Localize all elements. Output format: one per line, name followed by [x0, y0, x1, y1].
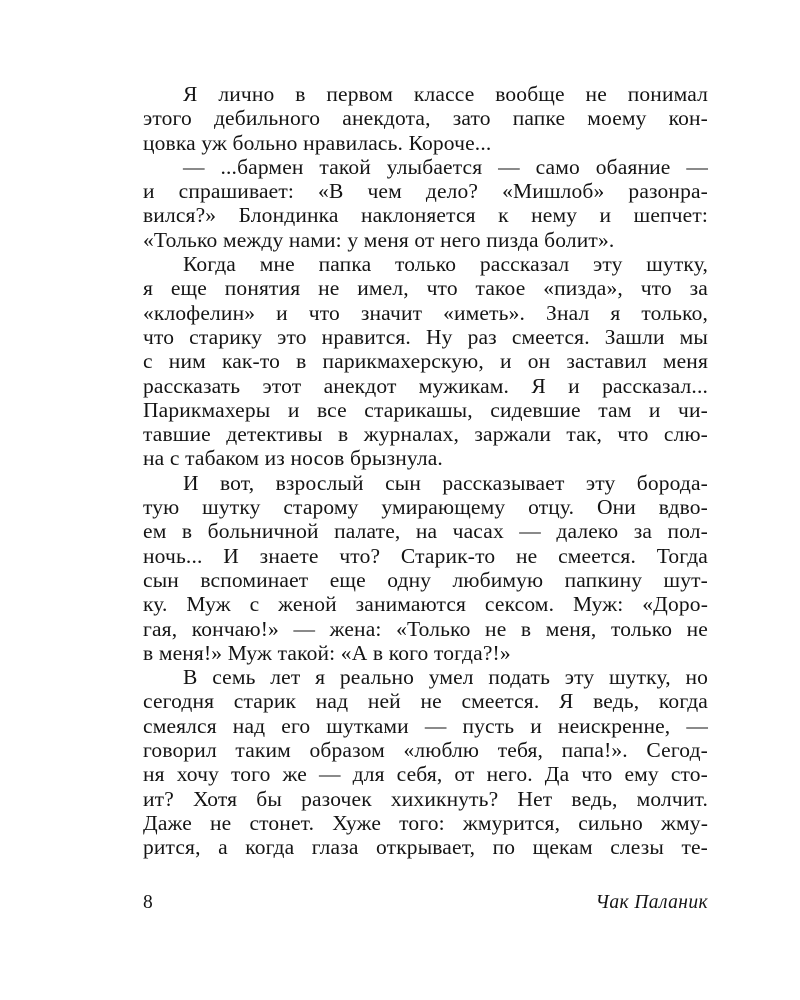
text-line: гая, кончаю!» — жена: «Только не в меня, только не — [143, 616, 708, 641]
text-line: ит? Хотя бы разочек хихикнуть? Нет ведь, молчит. — [143, 786, 708, 811]
text-line: Когда мне папка только рассказал эту шутку, — [183, 252, 708, 277]
page-number: 8 — [143, 892, 153, 913]
text-line: Парикмахеры и все старикашы, сидевшие там и чи- — [143, 397, 708, 422]
text-line: сын вспоминает еще одну любимую папкину шут- — [143, 567, 708, 592]
text-line: В семь лет я реально умел подать эту шутку, но — [183, 665, 708, 690]
text-line: смеялся над его шутками — пусть и неискренне, — — [143, 713, 708, 738]
text-line: на с табаком из носов брызнула. — [143, 446, 443, 471]
text-line: в меня!» Муж такой: «А в кого тогда?!» — [143, 640, 511, 665]
text-line: И вот, взрослый сын рассказывает эту борода- — [183, 470, 708, 495]
text-line: ночь... И знаете что? Старик-то не смеется. Тогда — [143, 543, 708, 568]
text-line: — ...бармен такой улыбается — само обаяние — — [183, 154, 708, 179]
text-line: этого дебильного анекдота, зато папке моему кон- — [143, 106, 708, 131]
text-line: цовка уж больно нравилась. Короче... — [143, 130, 492, 155]
text-line: и спрашивает: «В чем дело? «Мишлоб» разонра- — [143, 179, 708, 204]
text-line: ем в больничной палате, на часах — далеко за пол- — [143, 519, 708, 544]
body-text — [143, 82, 708, 860]
text-line: с ним как-то в парикмахерскую, и он заставил меня — [143, 349, 708, 374]
text-line: «клофелин» и что значит «иметь». Знал я только, — [143, 300, 708, 325]
text-line: что старику это нравится. Ну раз смеется. Зашли мы — [143, 324, 708, 349]
text-line: ня хочу того же — для себя, от него. Да что ему сто- — [143, 762, 708, 787]
text-line: тавшие детективы в журналах, заржали так, что слю- — [143, 422, 708, 447]
text-line: говорил таким образом «люблю тебя, папа!». Сегод- — [143, 738, 708, 763]
text-line: Даже не стонет. Хуже того: жмурится, сильно жму- — [143, 810, 708, 835]
text-line: вился?» Блондинка наклоняется к нему и шепчет: — [143, 203, 708, 228]
text-line: Я лично в первом классе вообще не понимал — [183, 82, 708, 106]
text-line: ку. Муж с женой занимаются сексом. Муж: «Доро- — [143, 592, 708, 617]
text-line: я еще понятия не имел, что такое «пизда», что за — [143, 276, 708, 301]
page-footer — [143, 890, 708, 916]
text-line: тую шутку старому умирающему отцу. Они вдво- — [143, 495, 708, 520]
text-line: сегодня старик над ней не смеется. Я ведь, когда — [143, 689, 708, 714]
text-line: «Только между нами: у меня от него пизда болит». — [143, 227, 615, 252]
text-line: рится, а когда глаза открывает, по щекам слезы те- — [143, 835, 708, 860]
running-author: Чак Паланик — [595, 892, 708, 913]
text-line: рассказать этот анекдот мужикам. Я и рассказал... — [143, 373, 708, 398]
